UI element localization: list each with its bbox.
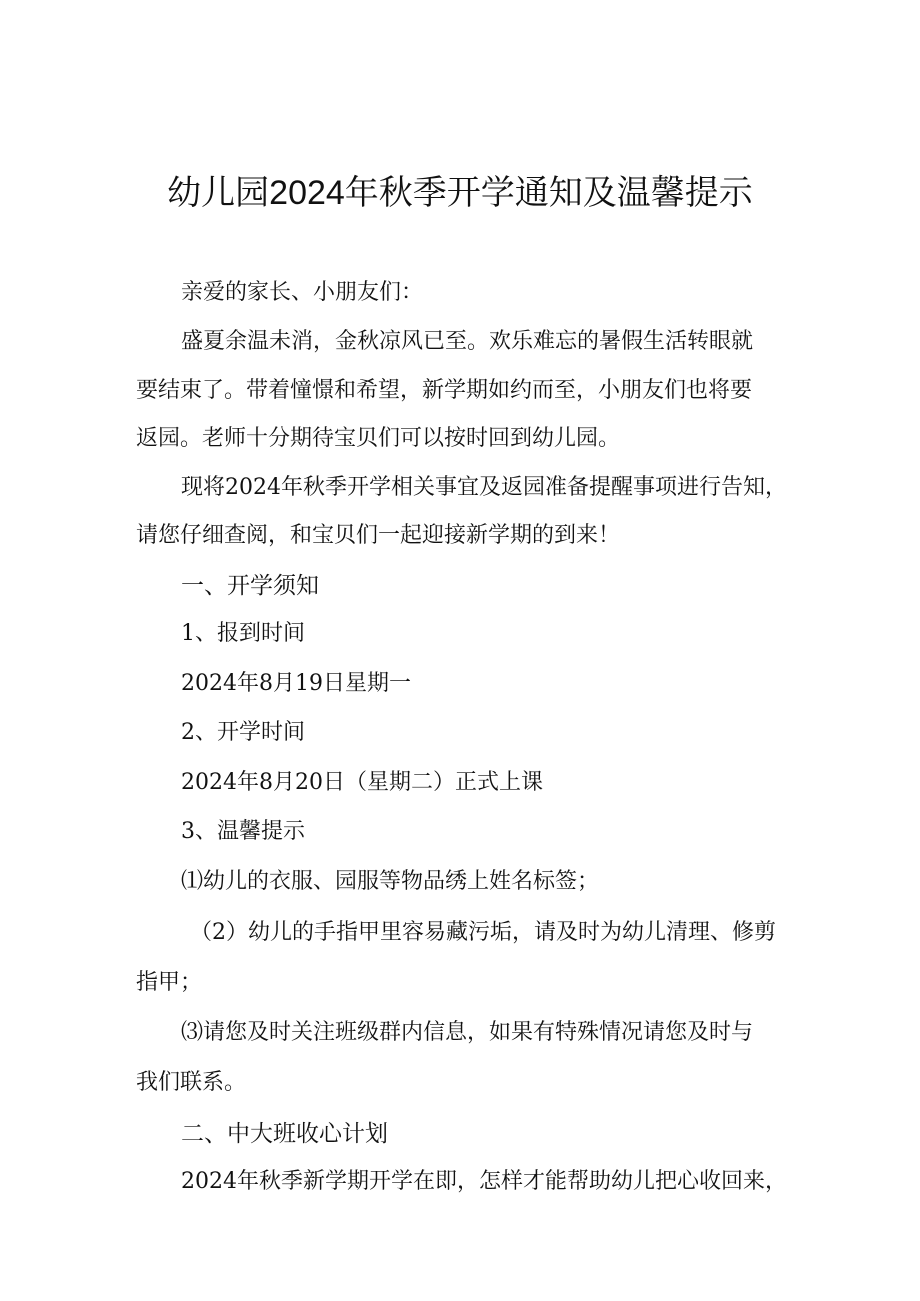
salutation: 亲爱的家长、小朋友们： [181, 280, 424, 305]
item-1-value: 2024年8月19日星期一 [181, 671, 411, 696]
item-3-title: 3、温馨提示 [181, 819, 305, 844]
intro-paragraph-1-line-3: 返园。老师十分期待宝贝们可以按时回到幼儿园。 [136, 426, 621, 451]
intro-paragraph-2-line-2: 请您仔细查阅，和宝贝们一起迎接新学期的到来！ [136, 523, 621, 548]
section-1-heading: 一、开学须知 [181, 572, 319, 598]
tip-2-line-1: （2）幼儿的手指甲里容易藏污垢，请及时为幼儿清理、修剪 [190, 920, 776, 945]
intro-paragraph-2-line-1: 现将2024年秋季开学相关事宜及返园准备提醒事项进行告知， [181, 475, 787, 500]
item-2-title: 2、开学时间 [181, 720, 305, 745]
item-1-title: 1、报到时间 [181, 621, 305, 646]
section-2-paragraph-line-1: 2024年秋季新学期开学在即，怎样才能帮助幼儿把心收回来， [181, 1169, 787, 1194]
tip-3-line-1: ⑶请您及时关注班级群内信息，如果有特殊情况请您及时与 [181, 1020, 754, 1045]
section-2-heading: 二、中大班收心计划 [181, 1120, 388, 1146]
tip-3-line-2: 我们联系。 [136, 1070, 247, 1095]
intro-paragraph-1-line-2: 要结束了。带着憧憬和希望，新学期如约而至，小朋友们也将要 [136, 378, 753, 403]
tip-1: ⑴幼儿的衣服、园服等物品绣上姓名标签； [181, 869, 600, 894]
item-2-value: 2024年8月20日（星期二）正式上课 [181, 770, 543, 795]
intro-paragraph-1-line-1: 盛夏余温未消，金秋凉风已至。欢乐难忘的暑假生活转眼就 [181, 329, 754, 354]
tip-2-line-2: 指甲； [136, 970, 203, 995]
document-title: 幼儿园2024年秋季开学通知及温馨提示 [167, 174, 753, 212]
